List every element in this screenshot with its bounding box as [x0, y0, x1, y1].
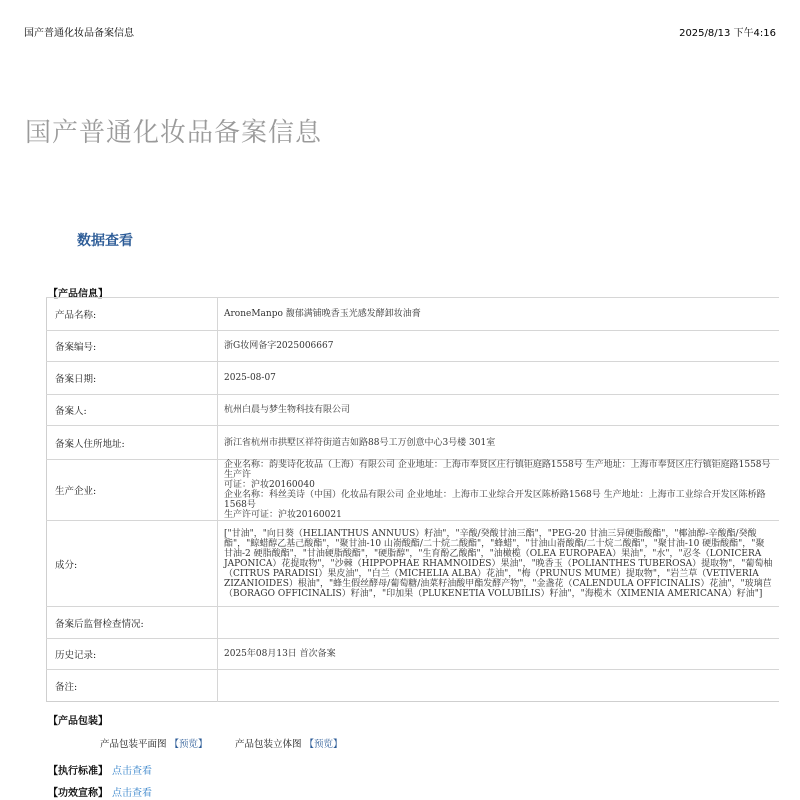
manufacturer-line: 企业名称：科丝美诗（中国）化妆品有限公司 企业地址：上海市工业综合开发区陈桥路1568号 生产地址：上海市工业综合开发区陈桥路1568号 [224, 490, 766, 510]
table-row-filing-number [47, 331, 780, 362]
manufacturer-value [218, 460, 780, 521]
row-label: 备案编号: [47, 331, 218, 362]
table-row-history [47, 639, 780, 670]
history-value: 2025年08月13日 首次备案 [218, 639, 780, 670]
product-info-section-title: 【产品信息】 [48, 289, 108, 300]
data-view-heading: 数据查看 [77, 233, 133, 249]
packaging-flat-preview-link[interactable]: 【预览】 [169, 739, 208, 750]
page-title: 国产普通化妆品备案信息 [25, 118, 323, 148]
product-name-value: AroneManpo 馥郁满铺晚香玉光感发酵卸妆油膏 [218, 298, 780, 331]
table-row-filing-date [47, 362, 780, 395]
table-row-remarks [47, 670, 780, 702]
filing-number-value: 浙G妆网备字2025006667 [218, 331, 780, 362]
print-header-datetime: 2025/8/13 下午4:16 [679, 28, 776, 39]
ingredients-value: ["甘油"，"向日葵（HELIANTHUS ANNUUS）籽油"，"辛酸/癸酸甘油三酯"，"PEG-20 甘油三异硬脂酸酯"，"椰油醇-辛酸酯/癸酸酯"，"鲸蜡醇乙基己酸酯"，"聚甘油-10 山嵛酸酯/二十烷二酸酯"，"蜂蜡"，"甘油山嵛酸酯/二十烷二酸酯"，"聚甘油-10 硬脂酸酯"，"聚甘油-2 硬脂酸酯"，"甘油硬脂酸酯"，"硬脂醇"，"生育酚乙酸酯"，"油橄榄（OLEA EUROPAEA）果油"，"水"，"忍冬（LONICERA JAPONICA）花提取物"，"沙棘（HIPPOPHAE RHAMNOIDES）果油"，"晚香玉（POLIANTHES TUBEROSA）提取物"，"葡萄柚（CITRUS PARADISI）果皮油"，"白兰（MICHELIA ALBA）花油"，"梅（PRUNUS MUME）提取物"，"岩兰草（VETIVERIA ZIZANIOIDES）根油"，"蜂生假丝酵母/葡萄糖/油菜籽油酸甲酯发酵产物"，"金盏花（CALENDULA OFFICINALIS）花油"，"玻璃苣（BORAGO OFFICINALIS）籽油"，"印加果（PLUKENETIA VOLUBILIS）籽油"，"海榄木（XIMENIA AMERICANA）籽油"] [218, 521, 780, 607]
standards-view-link[interactable]: 点击查看 [112, 766, 152, 777]
row-label: 备注: [47, 670, 218, 702]
packaging-section-title: 【产品包装】 [48, 716, 108, 727]
row-label: 生产企业: [47, 460, 218, 521]
packaging-flat-label: 产品包装平面图 [100, 739, 167, 750]
packaging-solid-label: 产品包装立体图 [235, 739, 302, 750]
packaging-flat [100, 736, 208, 750]
manufacturer-line: 生产许可证：沪妆20160021 [224, 510, 342, 520]
manufacturer-line: 可证：沪妆20160040 [224, 480, 315, 490]
table-row-ingredients [47, 521, 780, 607]
packaging-solid-preview-link[interactable]: 【预览】 [304, 739, 343, 750]
standards-section-title: 【执行标准】 [48, 766, 108, 777]
standards-line [48, 762, 152, 777]
efficacy-section-title: 【功效宣称】 [48, 788, 108, 799]
row-label: 历史记录: [47, 639, 218, 670]
efficacy-line [48, 784, 152, 799]
table-row-product-name [47, 298, 780, 331]
manufacturer-line: 企业名称：韵斐诗化妆品（上海）有限公司 企业地址：上海市奉贤区庄行镇钜庭路1558号 生产地址：上海市奉贤区庄行镇钜庭路1558号 生产许 [224, 460, 771, 480]
row-label: 产品名称: [47, 298, 218, 331]
filing-date-value: 2025-08-07 [218, 362, 780, 395]
table-row-supervision [47, 607, 780, 639]
row-label: 备案后监督检查情况: [47, 607, 218, 639]
row-label: 备案日期: [47, 362, 218, 395]
registrant-value: 杭州白晨与梦生物科技有限公司 [218, 395, 780, 426]
efficacy-view-link[interactable]: 点击查看 [112, 788, 152, 799]
print-header-title: 国产普通化妆品备案信息 [24, 28, 134, 39]
registrant-address-value: 浙江省杭州市拱墅区祥符街道吉如路88号工万创意中心3号楼 301室 [218, 426, 780, 460]
product-info-table [46, 297, 779, 702]
supervision-value [218, 607, 780, 639]
table-row-manufacturer [47, 460, 780, 521]
table-row-registrant-address [47, 426, 780, 460]
packaging-solid [235, 736, 343, 750]
row-label: 备案人: [47, 395, 218, 426]
row-label: 备案人住所地址: [47, 426, 218, 460]
remarks-value [218, 670, 780, 702]
row-label: 成分: [47, 521, 218, 607]
table-row-registrant [47, 395, 780, 426]
